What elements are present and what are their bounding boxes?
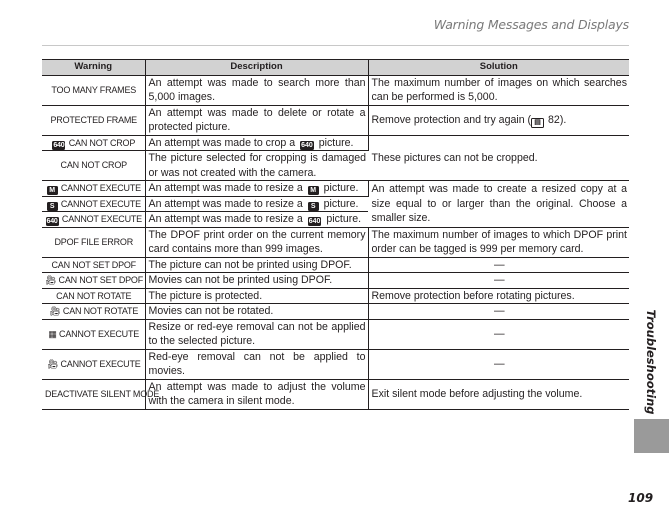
warning-cell bbox=[42, 304, 145, 320]
description-cell: Red-eye removal can not be applied to movies. bbox=[145, 349, 368, 379]
table-row bbox=[42, 75, 629, 105]
table-row bbox=[42, 288, 629, 304]
table-header-row bbox=[42, 60, 629, 76]
image-size-s-icon: S bbox=[47, 202, 58, 211]
solution-cell: Remove protection before rotating pictures. bbox=[368, 288, 629, 304]
warning-text: CANNOT EXECUTE bbox=[60, 358, 141, 369]
table-row bbox=[42, 304, 629, 320]
solution-cell: — bbox=[368, 273, 629, 289]
description-text: picture. bbox=[315, 136, 354, 149]
warning-cell bbox=[42, 319, 145, 349]
column-header-description: Description bbox=[145, 60, 368, 76]
image-size-640-icon: 640 bbox=[301, 141, 313, 149]
gift-icon: ▦ bbox=[48, 328, 57, 339]
table-row bbox=[42, 319, 629, 349]
movie-icon: 🎥︎ bbox=[46, 358, 59, 369]
book-reference-icon: ▤ bbox=[531, 118, 544, 128]
description-cell: Movies can not be rotated. bbox=[145, 304, 368, 320]
warning-cell: CAN NOT CROP bbox=[42, 151, 145, 181]
page-number: 109 bbox=[628, 491, 654, 505]
table-row bbox=[42, 135, 629, 151]
column-header-solution: Solution bbox=[368, 60, 629, 76]
image-size-m-icon: M bbox=[308, 186, 319, 195]
description-cell: The picture can not be printed using DPOF. bbox=[145, 257, 368, 273]
movie-icon: 🎥︎ bbox=[45, 275, 57, 285]
warning-text: CAN NOT SET DPOF bbox=[58, 275, 144, 285]
description-cell bbox=[145, 135, 368, 151]
column-header-warning: Warning bbox=[42, 60, 145, 76]
description-cell: An attempt was made to delete or rotate a protected picture. bbox=[145, 105, 368, 135]
warning-text: CANNOT EXECUTE bbox=[60, 198, 141, 209]
warning-text: CANNOT EXECUTE bbox=[61, 214, 142, 224]
description-cell: The DPOF print order on the current memory card contains more than 999 images. bbox=[145, 227, 368, 257]
description-text: picture. bbox=[323, 213, 362, 225]
warning-cell: DPOF FILE ERROR bbox=[42, 227, 145, 257]
running-header: Warning Messages and Displays bbox=[433, 17, 629, 32]
warning-cell bbox=[42, 181, 145, 197]
image-size-640-icon: 640 bbox=[46, 218, 58, 225]
description-text: An attempt was made to crop a bbox=[148, 136, 299, 149]
table-row bbox=[42, 379, 629, 409]
description-cell: The picture selected for cropping is damaged or was not created with the camera. bbox=[145, 151, 368, 181]
solution-cell: The maximum number of images on which searches can be performed is 5,000. bbox=[368, 75, 629, 105]
warning-cell: CAN NOT SET DPOF bbox=[42, 257, 145, 273]
solution-text: Remove protection and try again ( bbox=[371, 113, 532, 126]
movie-icon: 🎥︎ bbox=[49, 306, 61, 316]
solution-cell: Exit silent mode before adjusting the volume. bbox=[368, 379, 629, 409]
description-cell bbox=[145, 196, 368, 212]
solution-cell: These pictures can not be cropped. bbox=[368, 135, 629, 181]
warning-cell: CAN NOT ROTATE bbox=[42, 288, 145, 304]
description-text: picture. bbox=[320, 182, 359, 194]
table-row bbox=[42, 257, 629, 273]
description-cell: An attempt was made to adjust the volume with the camera in silent mode. bbox=[145, 379, 368, 409]
description-cell: An attempt was made to search more than 5,000 images. bbox=[145, 75, 368, 105]
solution-cell: An attempt was made to create a resized copy at a size equal to or larger than the original. Choose a smaller size. bbox=[368, 181, 629, 228]
table-row bbox=[42, 105, 629, 135]
table-row bbox=[42, 227, 629, 257]
description-cell bbox=[145, 181, 368, 197]
description-text: An attempt was made to resize a bbox=[148, 197, 306, 210]
header-rule bbox=[42, 45, 629, 46]
solution-cell: — bbox=[368, 257, 629, 273]
solution-cell: — bbox=[368, 349, 629, 379]
solution-cell: — bbox=[368, 304, 629, 320]
description-text: An attempt was made to resize a bbox=[148, 182, 306, 194]
image-size-640-icon: 640 bbox=[53, 141, 65, 149]
warning-messages-table bbox=[42, 59, 629, 410]
description-text: picture. bbox=[320, 197, 359, 210]
warning-cell: DEACTIVATE SILENT MODE bbox=[42, 379, 145, 409]
warning-cell bbox=[42, 273, 145, 289]
image-size-s-icon: S bbox=[308, 202, 319, 211]
description-cell: The picture is protected. bbox=[145, 288, 368, 304]
warning-cell: PROTECTED FRAME bbox=[42, 105, 145, 135]
table-row bbox=[42, 181, 629, 197]
section-tab-label: Troubleshooting bbox=[644, 309, 658, 415]
warning-text: CAN NOT ROTATE bbox=[62, 306, 139, 316]
image-size-m-icon: M bbox=[47, 186, 58, 195]
description-cell bbox=[145, 212, 368, 228]
section-tab-marker bbox=[634, 419, 669, 453]
table-row bbox=[42, 273, 629, 289]
solution-text: 82). bbox=[545, 113, 567, 126]
warning-cell: TOO MANY FRAMES bbox=[42, 75, 145, 105]
solution-cell bbox=[368, 105, 629, 135]
warning-text: CANNOT EXECUTE bbox=[59, 328, 140, 339]
warning-text: CAN NOT CROP bbox=[68, 137, 136, 148]
warning-cell bbox=[42, 212, 145, 228]
warning-text: CANNOT EXECUTE bbox=[60, 183, 141, 193]
solution-cell: The maximum number of images to which DPOF print order can be tagged is 999 per memory card. bbox=[368, 227, 629, 257]
warning-cell bbox=[42, 349, 145, 379]
description-cell: Movies can not be printed using DPOF. bbox=[145, 273, 368, 289]
table-row bbox=[42, 349, 629, 379]
warning-cell bbox=[42, 135, 145, 151]
solution-cell: — bbox=[368, 319, 629, 349]
image-size-640-icon: 640 bbox=[308, 218, 321, 225]
description-cell: Resize or red-eye removal can not be applied to the selected picture. bbox=[145, 319, 368, 349]
warning-cell bbox=[42, 196, 145, 212]
description-text: An attempt was made to resize a bbox=[148, 213, 306, 225]
